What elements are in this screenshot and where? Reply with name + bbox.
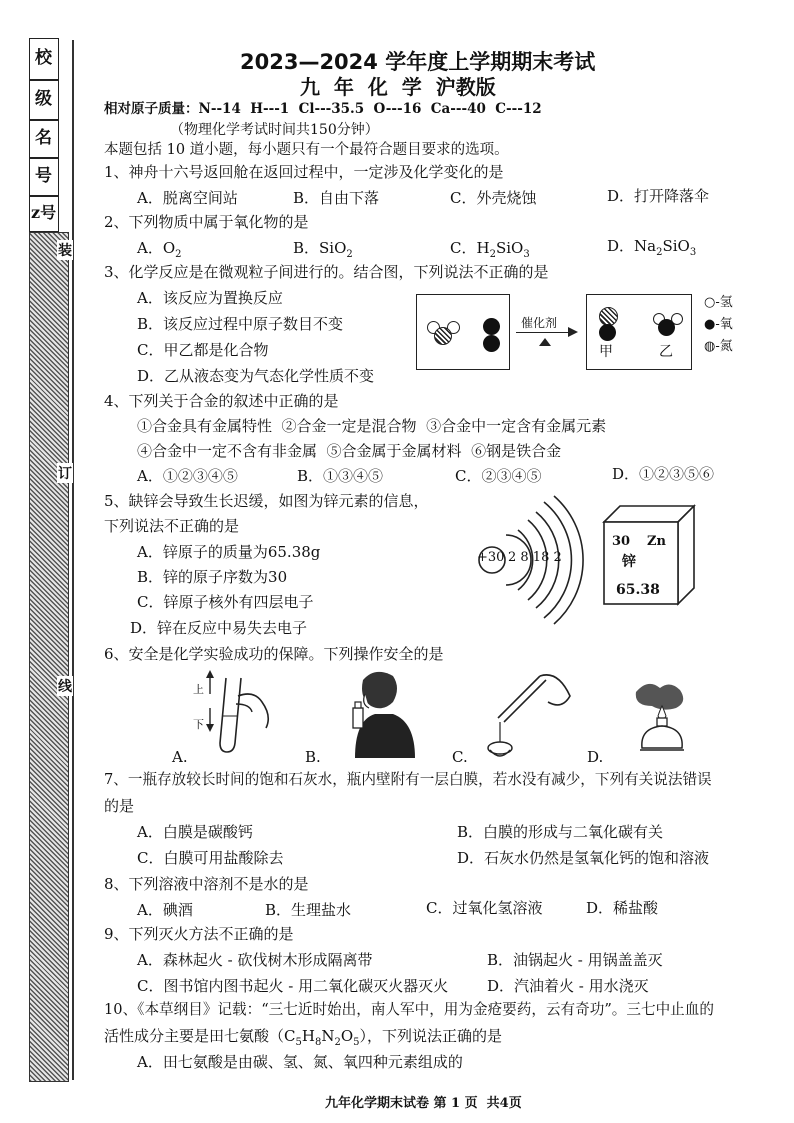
margin-field-name (29, 120, 59, 158)
option-b: B．油锅起火 - 用锅盖盖灭 (487, 951, 663, 969)
exam-subtitle: 九 年 化 学 沪教版 (300, 75, 496, 99)
option-a: A．田七氨酸是由碳、氢、氮、氧四种元素组成的 (137, 1053, 463, 1071)
statement-line: ①合金具有金属特性 ②合金一定是混合物 ③合金中一定含有金属元素 (137, 417, 607, 435)
person-smelling-illustration (335, 666, 425, 762)
margin-field-class (29, 80, 59, 120)
time-note: （物理化学考试时间共150分钟） (170, 122, 379, 138)
option-a: A. (172, 748, 188, 766)
option-a: A．①②③④⑤ (137, 467, 238, 485)
label-jia: 甲 (599, 344, 613, 360)
nitrogen-atom (434, 327, 452, 345)
option-a: A．白膜是碳酸钙 (137, 823, 253, 841)
formula-text: A．O (137, 239, 176, 257)
subscript: 3 (689, 247, 697, 258)
pouring-liquid-illustration (478, 666, 578, 762)
subscript: 5 (353, 1037, 360, 1048)
reactant-box (416, 294, 510, 370)
arrow-head-icon (568, 327, 578, 337)
alcohol-lamp-illustration (630, 676, 694, 760)
hatched-margin (29, 232, 69, 1082)
option-a (137, 239, 182, 264)
margin-label: 校 (35, 48, 52, 68)
label-yi: 乙 (659, 344, 673, 360)
question-stem: 2、下列物质中属于氧化物的是 (104, 213, 309, 231)
option-a: A．锌原子的质量为65.38g (137, 543, 321, 561)
option-d: D．①②③⑤⑥ (612, 465, 715, 483)
question-stem-cont: 下列说法不正确的是 (104, 517, 240, 535)
element-name: 锌 (622, 554, 636, 570)
option-c: C．锌原子核外有四层电子 (137, 593, 314, 611)
product-box (586, 294, 692, 370)
subscript: 5 (295, 1037, 302, 1048)
option-b: B．生理盐水 (265, 901, 352, 919)
margin-label: 级 (35, 89, 52, 109)
binding-mark: 线 (57, 676, 73, 696)
option-c: C．甲乙都是化合物 (137, 341, 269, 359)
option-c: C．②③④⑤ (455, 467, 542, 485)
question-stem: 1、神舟十六号返回舱在返回过程中，一定涉及化学变化的是 (104, 163, 504, 181)
statement-line: ④合金中一定不含有非金属 ⑤合金属于金属材料 ⑥钢是铁合金 (137, 442, 562, 460)
stem-text: ），下列说法正确的是 (359, 1027, 503, 1045)
binding-mark: 订 (57, 463, 73, 483)
question-stem: 6、安全是化学实验成功的保障。下列操作安全的是 (104, 645, 444, 663)
reaction-arrow (516, 332, 576, 333)
option-c: C．图书馆内图书起火 - 用二氧化碳灭火器灭火 (137, 977, 449, 995)
oxygen-atom (483, 318, 500, 335)
question-stem: 10、《本草纲目》记载：“三七近时始出，南人军中，用为金疮要药，云有奇功”。三七中止血的 (104, 1001, 714, 1018)
option-d (607, 237, 696, 262)
option-d: D．打开降落伞 (607, 187, 710, 205)
option-c: C. (452, 748, 468, 766)
formula-text: H (301, 1027, 315, 1045)
label-down: 下 (193, 718, 204, 731)
question-stem-cont: 的是 (104, 797, 135, 815)
margin-label: z号 (31, 203, 57, 222)
legend-nitrogen: ◍-氮 (704, 339, 733, 354)
option-b: B．①③④⑤ (297, 467, 384, 485)
formula-text: B．SiO (293, 239, 347, 257)
question-stem: 3、化学反应是在微观粒子间进行的。结合图，下列说法不正确的是 (104, 263, 549, 281)
legend-hydrogen: ○-氢 (704, 295, 733, 310)
formula-text: SiO (662, 237, 690, 255)
exam-title: 2023—2024 学年度上学期期末考试 (240, 50, 596, 74)
option-b (293, 239, 353, 264)
formula-text: O (340, 1027, 354, 1045)
legend-oxygen: ●-氧 (704, 317, 733, 332)
subscript: 3 (523, 249, 530, 260)
option-d: D．稀盐酸 (586, 899, 659, 917)
question-stem-cont (104, 1027, 502, 1052)
option-d: D．锌在反应中易失去电子 (130, 619, 308, 637)
question-stem: 5、缺锌会导致生长迟缓，如图为锌元素的信息， (104, 492, 429, 510)
option-c: C．过氧化氢溶液 (426, 899, 543, 917)
margin-field-seat (29, 196, 59, 232)
nucleus-charge: +30 (477, 550, 505, 565)
option-b: B．白膜的形成与二氧化碳有关 (457, 823, 664, 841)
subscript: 8 (314, 1037, 322, 1048)
option-d: D．石灰水仍然是氢氧化钙的饱和溶液 (457, 849, 710, 867)
margin-field-school (29, 38, 59, 80)
option-c (450, 239, 530, 264)
label-up: 上 (193, 683, 204, 696)
question-stem: 7、一瓶存放较长时间的饱和石灰水，瓶内壁附有一层白膜，若水没有减少，下列有关说法错误 (104, 771, 712, 788)
heat-triangle-icon (539, 338, 551, 346)
option-b: B．自由下落 (293, 189, 380, 207)
question-stem: 4、下列关于合金的叙述中正确的是 (104, 392, 339, 410)
option-a: A．该反应为置换反应 (137, 289, 283, 307)
option-b: B．该反应过程中原子数目不变 (137, 315, 344, 333)
option-d: D．汽油着火 - 用水浇灭 (487, 977, 649, 995)
formula-text: N (321, 1027, 335, 1045)
formula-text: D．Na (607, 237, 657, 255)
question-stem: 8、下列溶液中溶剂不是水的是 (104, 875, 309, 893)
binding-mark: 装 (57, 240, 73, 260)
option-a: A．碘酒 (137, 901, 193, 919)
margin-label: 号 (35, 166, 52, 186)
atomic-mass: 65.38 (616, 582, 660, 598)
oxygen-atom (599, 324, 616, 341)
instruction: 本题包括 10 道小题，每小题只有一个最符合题目要求的选项。 (104, 142, 509, 158)
subscript: 2 (656, 247, 663, 258)
margin-field-number (29, 158, 59, 196)
formula-text: SiO (495, 239, 524, 257)
electron-shells: 2 8 18 2 (508, 550, 562, 565)
atomic-mass-line: 相对原子质量：N--14 H---1 Cl---35.5 O---16 Ca---40 C---12 (104, 101, 542, 117)
formula-text: C．H (450, 239, 490, 257)
element-symbol: Zn (647, 534, 666, 549)
option-b: B．锌的原子序数为30 (137, 568, 288, 586)
margin-label: 名 (35, 128, 52, 148)
subscript: 2 (334, 1037, 341, 1048)
subscript: 2 (175, 249, 182, 260)
subscript: 2 (489, 249, 496, 260)
option-b: B. (305, 748, 321, 766)
option-d: D. (587, 748, 604, 766)
stem-text: 活性成分主要是田七氨酸（C (104, 1027, 296, 1045)
oxygen-atom (483, 335, 500, 352)
option-d: D．乙从液态变为气态化学性质不变 (137, 367, 375, 385)
option-c: C．白膜可用盐酸除去 (137, 849, 284, 867)
page-footer: 九年化学期末试卷 第 1 页 共4页 (325, 1096, 522, 1111)
atomic-number: 30 (612, 534, 631, 549)
option-a: A．森林起火 - 砍伐树木形成隔离带 (137, 951, 373, 969)
oxygen-atom (658, 319, 675, 336)
question-stem: 9、下列灭火方法不正确的是 (104, 925, 294, 943)
catalyst-label: 催化剂 (521, 316, 558, 330)
binding-line (72, 40, 74, 1080)
option-c: C．外壳烧蚀 (450, 189, 537, 207)
option-a: A．脱离空间站 (137, 189, 238, 207)
subscript: 2 (346, 249, 353, 260)
